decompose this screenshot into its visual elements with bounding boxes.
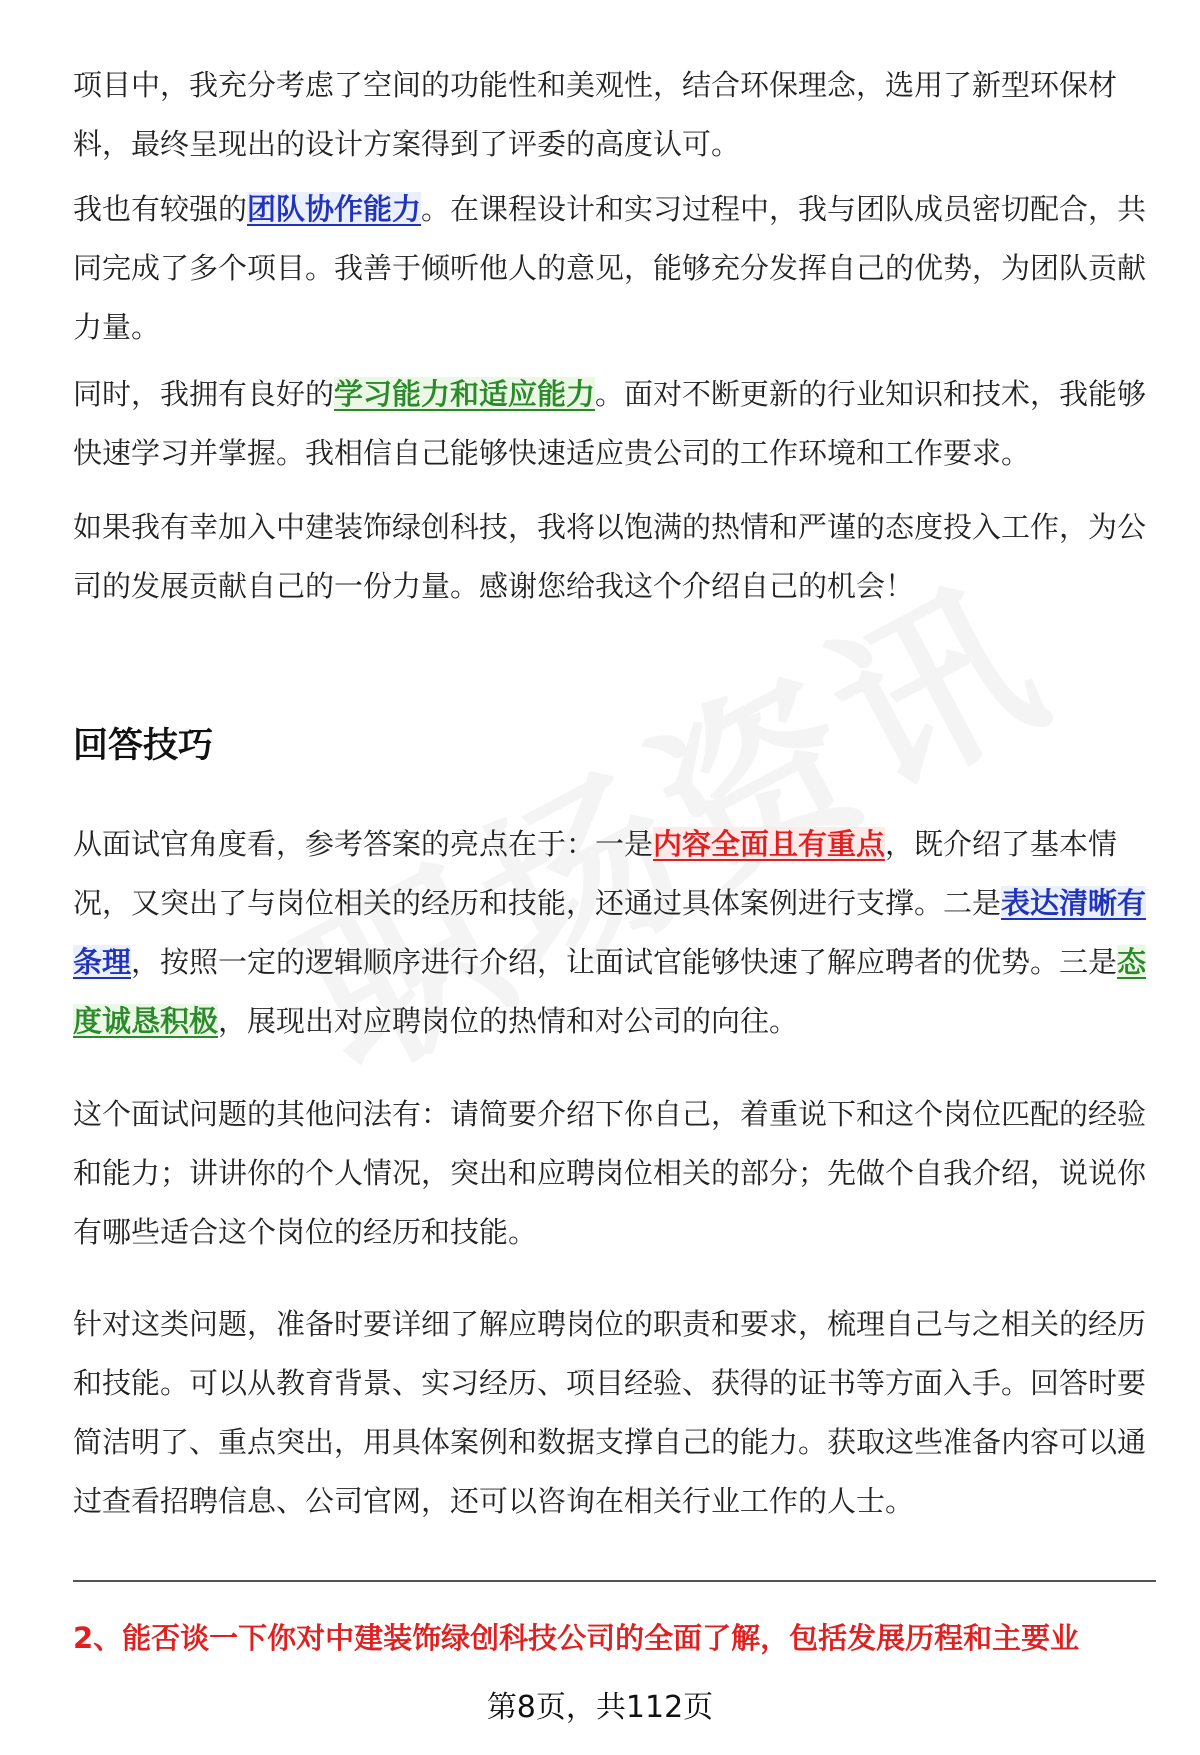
paragraph-text: ，展现出对应聘岗位的热情和对公司的向往。 [218,1004,799,1038]
highlight-learning: 学习能力和适应能力 [334,377,596,411]
section-divider [73,1580,1156,1582]
paragraph-text: 这个面试问题的其他问法有：请简要介绍下你自己，着重说下和这个岗位匹配的经验和能力；讲讲你的个人情况，突出和应聘岗位相关的部分；先做个自我介绍，说说你有哪些适合这个岗位的经历和技能。 [73,1097,1147,1249]
paragraph-teamwork [73,180,1153,357]
highlight-expression: 表达清晰有条理 [73,886,1147,979]
paragraph-text: 项目中，我充分考虑了空间的功能性和美观性，结合环保理念，选用了新型环保材料，最终呈现出的设计方案得到了评委的高度认可。 [73,68,1118,161]
paragraph-text: ，既介绍了基本情况，又突出了与岗位相关的经历和技能，还通过具体案例进行支撑。二是 [73,827,1118,920]
section-heading: 回答技巧 [73,726,214,766]
next-question-title: 2、能否谈一下你对中建装饰绿创科技公司的全面了解，包括发展历程和主要业 [73,1621,1080,1655]
paragraph-learning [73,365,1153,483]
paragraph-text: 我也有较强的 [73,192,248,226]
paragraph-text: ，按照一定的逻辑顺序进行介绍，让面试官能够快速了解应聘者的优势。三是 [131,945,1118,979]
paragraph-text: 。面对不断更新的行业知识和技术，我能够快速学习并掌握。我相信自己能够快速适应贵公司的工作环境和工作要求。 [73,377,1147,470]
tip-paragraph-preparation [73,1295,1153,1531]
tip-paragraph-highlights [73,815,1153,1051]
paragraph-text: 从面试官角度看，参考答案的亮点在于：一是 [73,827,654,861]
highlight-content: 内容全面且有重点 [653,827,886,861]
highlight-attitude: 态度诚恳积极 [73,945,1147,1038]
page-number-footer: 第8页，共112页 [486,1690,714,1725]
paragraph-text: 。在课程设计和实习过程中，我与团队成员密切配合，共同完成了多个项目。我善于倾听他人的意见，能够充分发挥自己的优势，为团队贡献力量。 [73,192,1147,344]
paragraph-project [73,56,1153,174]
paragraph-text: 针对这类问题，准备时要详细了解应聘岗位的职责和要求，梳理自己与之相关的经历和技能。可以从教育背景、实习经历、项目经验、获得的证书等方面入手。回答时要简洁明了、重点突出，用具体案例和数据支撑自己的能力。获取这些准备内容可以通过查看招聘信息、公司官网，还可以咨询在相关行业工作的人士。 [73,1307,1147,1518]
highlight-teamwork: 团队协作能力 [247,192,422,226]
tip-paragraph-variants [73,1085,1153,1262]
paragraph-closing [73,498,1153,616]
paragraph-text: 如果我有幸加入中建装饰绿创科技，我将以饱满的热情和严谨的态度投入工作，为公司的发展贡献自己的一份力量。感谢您给我这个介绍自己的机会！ [73,510,1147,603]
paragraph-text: 同时，我拥有良好的 [73,377,335,411]
